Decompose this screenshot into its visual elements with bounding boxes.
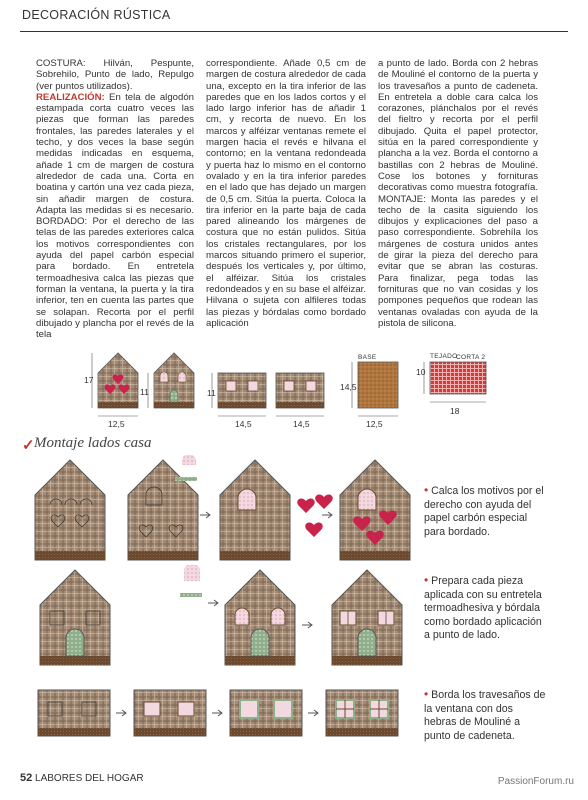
watermark: PassionForum.ru: [497, 776, 574, 787]
dim-side-height: 11: [140, 387, 149, 397]
dim-side-width-2: 14,5: [293, 419, 310, 429]
base-piece: [352, 362, 398, 416]
side-wall-piece-1: [212, 373, 266, 416]
page-number: 52: [20, 772, 33, 784]
check-icon: ✓: [22, 437, 35, 454]
heart-icon: [315, 495, 332, 509]
dim-side-width-1: 14,5: [235, 419, 252, 429]
magazine-name: LABORES DEL HOGAR: [35, 773, 144, 784]
dim-roof-width: 18: [450, 406, 460, 416]
step-1-text: • Calca los motivos por el derecho con ayuda del papel carbón especial para bordado.: [424, 483, 544, 538]
dim-roof-height: 10: [416, 367, 426, 377]
section-title: DECORACIÓN RÚSTICA: [22, 8, 171, 22]
front-wall-door-piece: [148, 353, 194, 408]
bullet: •: [424, 573, 429, 587]
base-label: BASE: [358, 354, 377, 361]
pattern-schematic: [78, 348, 578, 423]
bullet: •: [424, 483, 429, 497]
step-3-text: • Borda los travesaños de la ventana con dos hebras de Mouliné a punto de cadeneta.: [424, 687, 546, 742]
text-column-2: correspondiente. Añade 0,5 cm de margen de costura alrededor de cada una, excepto en la tira inferior de las paredes que en los lados cortos y el lado largo inferior has de añadir 1 cm, y recorta de nuevo. En los marcos y alféizar ventanas remete el margen hacia el revés e hilvana el contorno; en la ventana redondeada y puerta haz lo mismo en el contorno ovalado y en la tira inferior paredes en el lado que has dejado un margen de 0,5 cm. Sitúa la puerta. Coloca la tira inferior en la parte baja de cada pared alineando los márgenes de costura que no están pulidos. Sitúa los cristales rectangulares, por los marcos situando primero el superior, después los verticales y, por último, el alféizar. Sitúa los cristales redondeados y en su base el alféizar. Hilvana o sujeta con alfileres todas las piezas y bórdalas como bordado aplicación: [206, 58, 366, 329]
roof-piece: [424, 362, 486, 402]
instructions-part-1: En tela de algodón estampada corta cuatro veces las piezas que forman las paredes frontales, las paredes laterales y el techo, y dos veces la base según medidas indicadas en esquema, añade 1 cm de margen de costura alrededor de cada una. Corta en boatina y cartón una vez cada pieza, sin añadir margen de costura. Adapta las medidas si es necesario. BORDADO: Por el derecho de las telas de las paredes exteriores calca los motivos correspondientes con ayuda del papel carbón especial para bordado. En entretela termoadhesiva calca las piezas que forman la ventana, la puerta y la tira inferior, ten en cuenta las partes que se solapan. Recorta por el perfil dibujado y plancha por el revés de la tela: [36, 91, 194, 341]
realizacion-label: REALIZACIÓN:: [36, 91, 105, 103]
dim-side-height-2: 11: [207, 388, 216, 398]
text-column-3: a punto de lado. Borda con 2 hebras de Mouliné el contorno de la puerta y los travesaños a punto de cadeneta. En entretela a doble cara calca los corazones, plánchalos por el revés del fieltro y recorta por el perfil dibujado. Quita el papel protector, sitúa en la pared correspondiente y plancha a la vez. Borda el contorno a bastillas con 2 hebras de Mouliné. Cose los botones y fornituras decorativas como muestra fotografía. MONTAJE: Monta las paredes y el techo de la casita siguiendo los dibujos y explicaciones del paso a paso correspondiente. Sobrehíla los márgenes de costura unidos antes de girar la pieza del derecho para evitar que se abran las costuras. Para finalizar, pega todas las fornituras que no van cosidas y los pompones pequeños que rodean las ventanas ovaladas con ayuda de la pistola de silicona.: [378, 58, 538, 329]
step-2-illustration: [30, 565, 420, 670]
dim-front-height: 17: [84, 375, 94, 385]
dim-base-width: 12,5: [366, 419, 383, 429]
step-3-illustration: [30, 680, 420, 750]
title-rule: [20, 31, 568, 32]
text-column-1: [36, 58, 194, 340]
dim-base-height: 14,5: [340, 382, 357, 392]
roof-label: TEJADO: [430, 353, 458, 360]
bullet: •: [424, 687, 429, 701]
side-wall-piece-2: [276, 373, 324, 416]
dim-front-width: 12,5: [108, 419, 125, 429]
supplies-note: COSTURA: Hilván, Pespunte, Sobrehilo, Punto de lado, Repulgo (ver puntos utilizados).: [36, 58, 194, 92]
roof-count-label: CORTA 2: [456, 354, 486, 361]
page-footer: [20, 772, 144, 784]
step-1-illustration: [30, 455, 420, 565]
heart-icon: [297, 499, 314, 513]
front-wall-piece: [92, 353, 138, 416]
montaje-title: Montaje lados casa: [34, 435, 152, 451]
step-2-text: • Prepara cada pieza aplicada con su entretela termoadhesiva y bórdala como bordado aplicación a punto de lado.: [424, 573, 542, 641]
heart-icon: [305, 523, 322, 537]
